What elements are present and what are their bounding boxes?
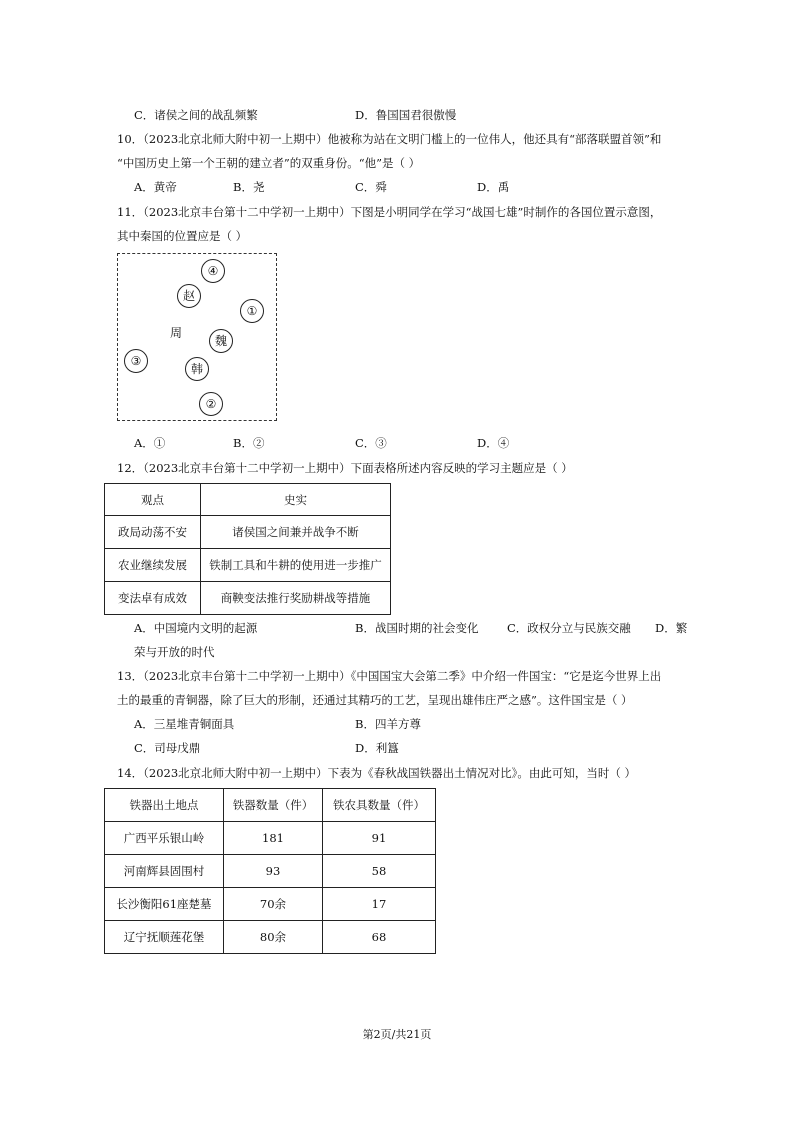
table-row <box>105 855 436 888</box>
table-row <box>105 549 391 582</box>
q13-option-b: B．四羊方尊 <box>355 717 421 731</box>
table-row <box>105 888 436 921</box>
map-position-1: ① <box>240 299 264 323</box>
table-header-cell: 铁农具数量（件） <box>323 789 436 822</box>
q10-option-b: B．尧 <box>233 180 265 194</box>
table-cell: 辽宁抚顺莲花堡 <box>105 921 224 954</box>
table-row <box>105 921 436 954</box>
q11-option-c: C．③ <box>355 436 387 450</box>
table-header-row <box>105 484 391 516</box>
map-state-han: 韩 <box>185 357 209 381</box>
q9-option-c: C．诸侯之间的战乱频繁 <box>134 108 258 122</box>
table-cell: 181 <box>224 822 323 855</box>
q11-option-a: A．① <box>134 436 166 450</box>
warring-states-map <box>117 253 277 421</box>
q14-table <box>104 788 436 954</box>
q11-option-b: B．② <box>233 436 265 450</box>
q10-option-d: D．禹 <box>477 180 510 194</box>
table-cell: 68 <box>323 921 436 954</box>
map-position-2: ② <box>199 392 223 416</box>
q13-option-a: A．三星堆青铜面具 <box>134 717 235 731</box>
table-cell: 58 <box>323 855 436 888</box>
q10-stem-line1: 10．（2023北京北师大附中初一上期中）他被称为站在文明门槛上的一位伟人，他还具有“部落联盟首领”和 <box>117 132 662 146</box>
table-header-cell: 铁器出土地点 <box>105 789 224 822</box>
q12-option-d-continued: 荣与开放的时代 <box>134 645 215 659</box>
page-footer: 第2页/共21页 <box>362 1028 432 1041</box>
table-row <box>105 582 391 615</box>
q10-option-c: C．舜 <box>355 180 387 194</box>
table-cell: 农业继续发展 <box>105 549 201 582</box>
map-position-4: ④ <box>201 259 225 283</box>
q12-option-a: A．中国境内文明的起源 <box>134 621 258 635</box>
table-header-cell: 观点 <box>105 484 201 516</box>
q12-option-d: D．繁 <box>655 621 688 635</box>
table-cell: 80余 <box>224 921 323 954</box>
map-state-zhao: 赵 <box>177 284 201 308</box>
table-cell: 17 <box>323 888 436 921</box>
table-cell: 铁制工具和牛耕的使用进一步推广 <box>201 549 391 582</box>
q9-option-d: D．鲁国国君很傲慢 <box>355 108 457 122</box>
table-cell: 政局动荡不安 <box>105 516 201 549</box>
q13-stem-line2: 土的最重的青铜器，除了巨大的形制，还通过其精巧的工艺，呈现出雄伟庄严之感”。这件国宝是（ ） <box>117 693 633 707</box>
q12-option-b: B．战国时期的社会变化 <box>355 621 479 635</box>
q12-option-c: C．政权分立与民族交融 <box>507 621 631 635</box>
q12-table <box>104 483 391 615</box>
q11-option-d: D．④ <box>477 436 510 450</box>
table-cell: 长沙衡阳61座楚墓 <box>105 888 224 921</box>
table-cell: 93 <box>224 855 323 888</box>
map-position-3: ③ <box>124 349 148 373</box>
table-cell: 91 <box>323 822 436 855</box>
table-cell: 广西平乐银山岭 <box>105 822 224 855</box>
map-state-zhou: 周 <box>170 326 183 340</box>
q10-option-a: A．黄帝 <box>134 180 177 194</box>
table-header-cell: 铁器数量（件） <box>224 789 323 822</box>
table-header-cell: 史实 <box>201 484 391 516</box>
table-row <box>105 822 436 855</box>
map-state-wei: 魏 <box>209 329 233 353</box>
q13-option-c: C．司母戊鼎 <box>134 741 201 755</box>
q10-stem-line2: “中国历史上第一个王朝的建立者”的双重身份。“他”是（ ） <box>117 156 421 170</box>
table-cell: 变法卓有成效 <box>105 582 201 615</box>
table-cell: 诸侯国之间兼并战争不断 <box>201 516 391 549</box>
table-cell: 70余 <box>224 888 323 921</box>
q13-option-d: D．利簋 <box>355 741 399 755</box>
table-cell: 商鞅变法推行奖励耕战等措施 <box>201 582 391 615</box>
q13-stem-line1: 13．（2023北京丰台第十二中学初一上期中）《中国国宝大会第二季》中介绍一件国宝：“它是迄今世界上出 <box>117 669 662 683</box>
q14-stem: 14．（2023北京北师大附中初一上期中）下表为《春秋战国铁器出土情况对比》。由此可知，当时（ ） <box>117 766 637 780</box>
table-row <box>105 516 391 549</box>
q11-stem-line2: 其中秦国的位置应是（ ） <box>117 229 248 243</box>
table-header-row <box>105 789 436 822</box>
q11-stem-line1: 11．（2023北京丰台第十二中学初一上期中）下图是小明同学在学习“战国七雄”时制作的各国位置示意图， <box>117 205 662 219</box>
q12-stem: 12．（2023北京丰台第十二中学初一上期中）下面表格所述内容反映的学习主题应是（ ） <box>117 461 573 475</box>
table-cell: 河南辉县固围村 <box>105 855 224 888</box>
